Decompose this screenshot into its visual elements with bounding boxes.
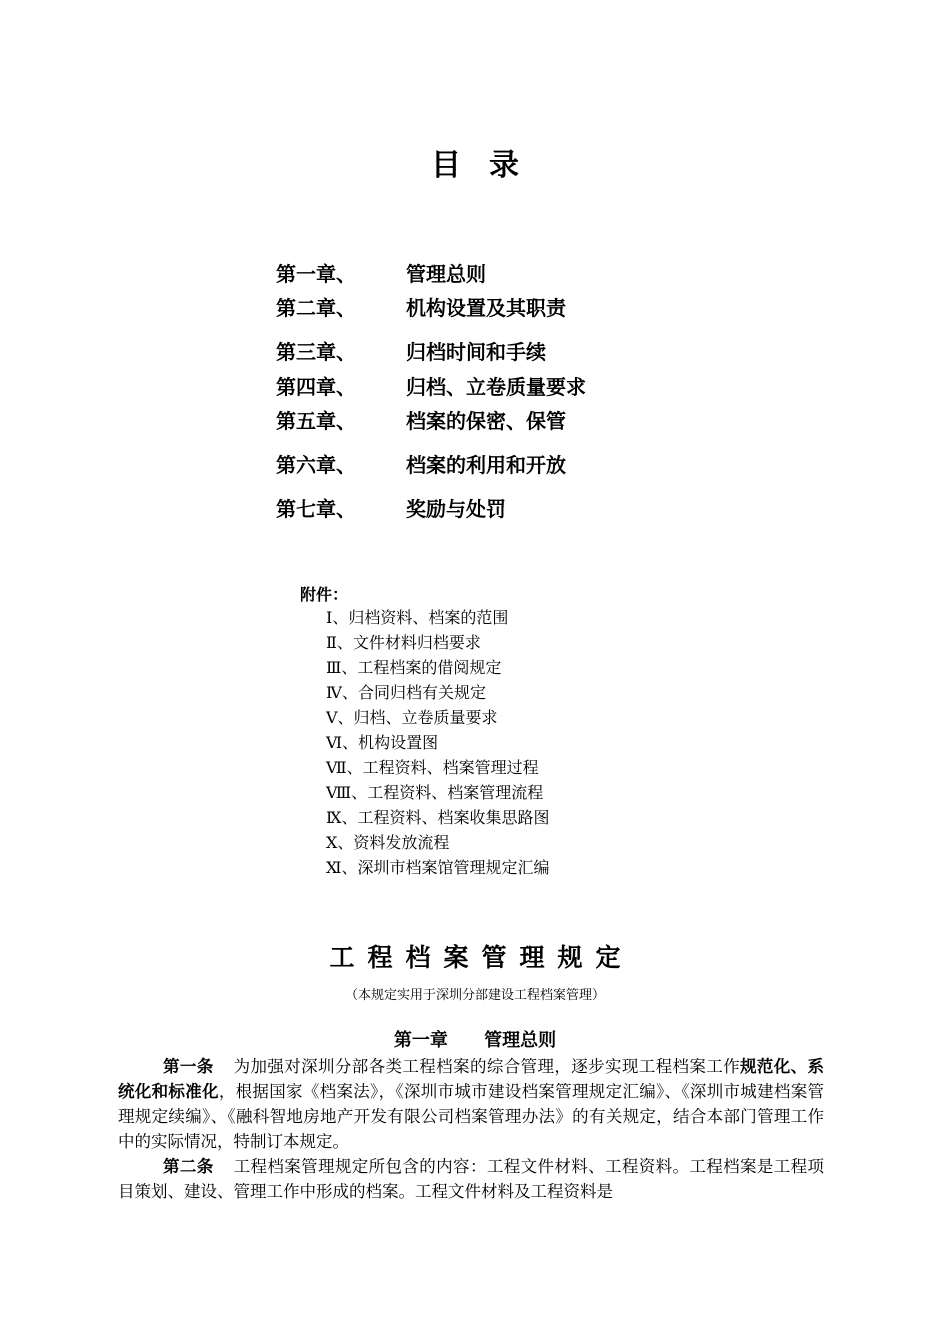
- attachment-item: Ⅴ、归档、立卷质量要求: [326, 708, 498, 727]
- article-label: 第一条: [163, 1057, 214, 1076]
- attachment-item: Ⅶ、工程资料、档案管理过程: [326, 758, 539, 777]
- toc-chapter-number: 第六章、: [276, 453, 356, 477]
- attachment-item: Ⅷ、工程资料、档案管理流程: [326, 783, 544, 802]
- attachment-item: Ⅳ、合同归档有关规定: [326, 683, 486, 702]
- toc-chapter-number: 第三章、: [276, 340, 356, 364]
- toc-item-chapter-1: [276, 259, 486, 289]
- attachment-item: Ⅲ、工程档案的借阅规定: [326, 658, 502, 677]
- toc-item-chapter-7: [276, 494, 506, 524]
- toc-chapter-number: 第四章、: [276, 375, 356, 399]
- document-title: 工程档案管理规定: [329, 943, 634, 972]
- toc-chapter-number: 第二章、: [276, 296, 356, 320]
- document-subtitle: （本规定实用于深圳分部建设工程档案管理）: [344, 988, 605, 1003]
- toc-item-chapter-3: [276, 337, 546, 367]
- article-text: 为加强对深圳分部各类工程档案的综合管理，逐步实现工程档案工作: [233, 1057, 740, 1076]
- toc-chapter-number: 第一章、: [276, 262, 356, 286]
- chapter-heading: 第一章 管理总则: [393, 1030, 557, 1051]
- attachment-item: Ⅹ、资料发放流程: [326, 833, 450, 852]
- attachments-label: 附件：: [300, 585, 349, 604]
- toc-item-chapter-4: [276, 372, 586, 402]
- toc-chapter-title: 归档、立卷质量要求: [406, 375, 586, 399]
- article-1-paragraph: [118, 1054, 824, 1154]
- toc-chapter-number: 第七章、: [276, 497, 356, 521]
- toc-title: 目录: [431, 148, 547, 183]
- toc-item-chapter-2: [276, 293, 566, 323]
- attachment-item: Ⅸ、工程资料、档案收集思路图: [326, 808, 550, 827]
- toc-chapter-title: 档案的保密、保管: [406, 409, 566, 433]
- article-2-paragraph: [118, 1154, 824, 1204]
- article-text: ，根据国家《档案法》，《深圳市城市建设档案管理规定汇编》、《深圳市城建档案管理规定续编》、《融科智地房地产开发有限公司档案管理办法》的有关规定，结合本部门管理工作中的实际情况，特制订本规定。: [118, 1082, 825, 1151]
- article-bold-text: 规范化、系统化和标准化: [118, 1057, 825, 1101]
- article-label: 第二条: [163, 1157, 214, 1176]
- attachment-item: Ⅵ、机构设置图: [326, 733, 439, 752]
- toc-chapter-title: 档案的利用和开放: [406, 453, 566, 477]
- toc-chapter-title: 奖励与处罚: [406, 497, 506, 521]
- attachment-item: Ⅰ、归档资料、档案的范围: [326, 608, 509, 627]
- toc-chapter-title: 管理总则: [406, 262, 486, 286]
- article-text: 工程档案管理规定所包含的内容：工程文件材料、工程资料。工程档案是工程项目策划、建设、管理工作中形成的档案。工程文件材料及工程资料是: [118, 1157, 825, 1201]
- toc-item-chapter-5: [276, 406, 566, 436]
- toc-chapter-number: 第五章、: [276, 409, 356, 433]
- toc-chapter-title: 机构设置及其职责: [406, 296, 566, 320]
- toc-item-chapter-6: [276, 450, 566, 480]
- attachment-item: Ⅺ、深圳市档案馆管理规定汇编: [326, 858, 550, 877]
- attachment-item: Ⅱ、文件材料归档要求: [326, 633, 481, 652]
- toc-chapter-title: 归档时间和手续: [406, 340, 546, 364]
